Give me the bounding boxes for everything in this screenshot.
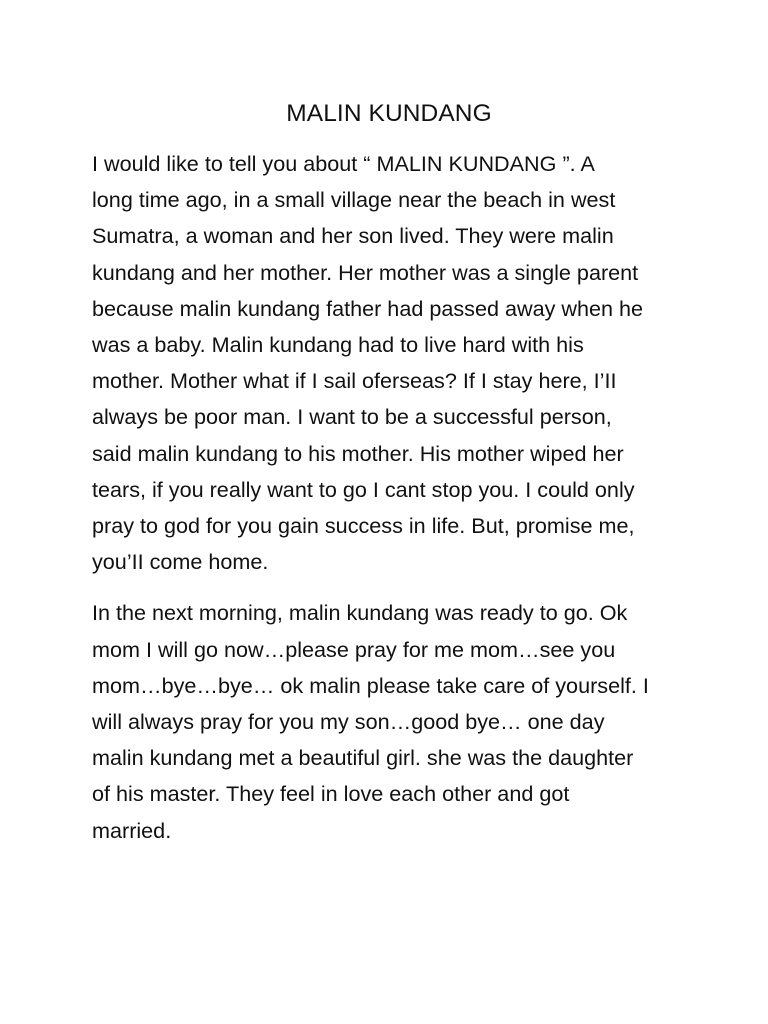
paragraph-1	[92, 146, 678, 580]
paragraph-line: Sumatra, a woman and her son lived. They were malin	[92, 223, 614, 249]
paragraph-line: kundang and her mother. Her mother was a single parent	[92, 259, 639, 285]
paragraph-line: malin kundang met a beautiful girl. she was the daughter	[92, 745, 634, 771]
paragraph-2	[92, 595, 678, 848]
document-title: MALIN KUNDANG	[286, 100, 492, 127]
paragraph-line: pray to god for you gain success in life. But, promise me,	[92, 513, 635, 539]
paragraph-line: always be poor man. I want to be a successful person,	[92, 404, 612, 430]
paragraph-line: said malin kundang to his mother. His mother wiped her	[92, 440, 624, 466]
paragraph-line: mom…bye…bye… ok malin please take care of yourself. I	[92, 672, 649, 698]
paragraph-line: was a baby. Malin kundang had to live hard with his	[92, 332, 584, 358]
paragraph-line: you’II come home.	[92, 549, 269, 575]
paragraph-line: In the next morning, malin kundang was ready to go. Ok	[92, 600, 628, 626]
paragraph-line: will always pray for you my son…good bye… one day	[92, 709, 605, 735]
paragraph-line: because malin kundang father had passed away when he	[92, 295, 644, 321]
paragraph-line: married.	[92, 817, 172, 843]
paragraph-line: of his master. They feel in love each other and got	[92, 781, 570, 807]
paragraph-line: mom I will go now…please pray for me mom…see you	[92, 636, 616, 662]
paragraph-line: tears, if you really want to go I cant stop you. I could only	[92, 476, 635, 502]
paragraph-line: mother. Mother what if I sail oferseas? If I stay here, I’II	[92, 368, 617, 394]
paragraph-line: I would like to tell you about “ MALIN KUNDANG ”. A	[92, 151, 595, 176]
paragraph-line: long time ago, in a small village near the beach in west	[92, 187, 616, 213]
